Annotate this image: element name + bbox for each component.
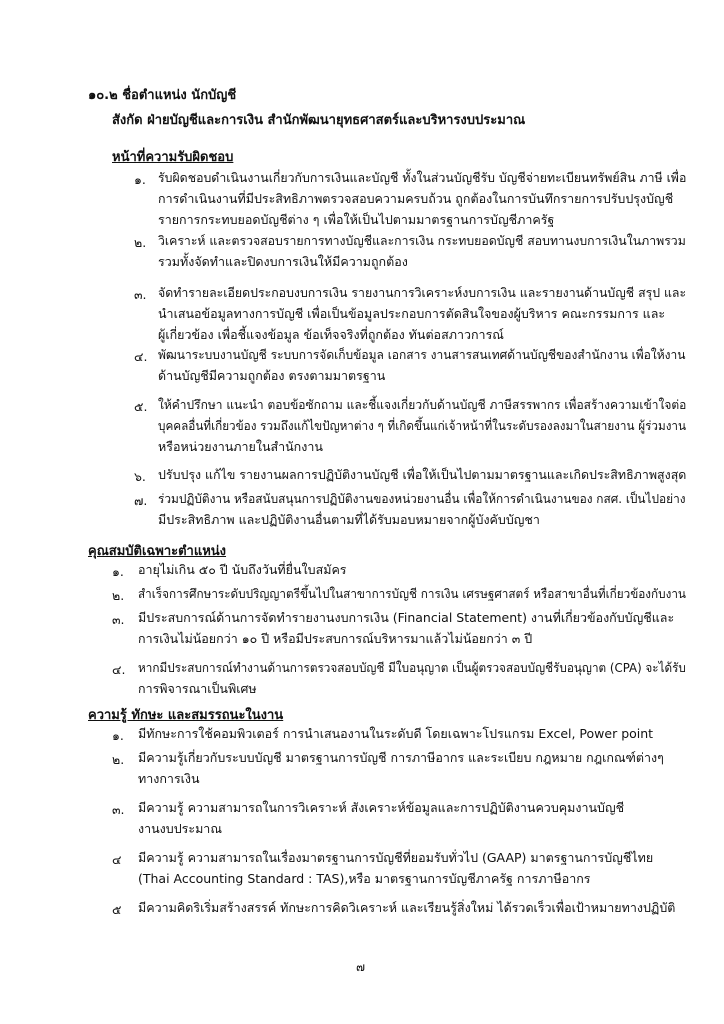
list-item-number: ๑. [134,172,146,187]
list-item-text-line: มีประสบการณ์ด้านการจัดทำรายงานงบการเงิน (Financial Statement) งานที่เกี่ยวข้องกับบัญชีและ [138,610,675,625]
list-item-text-line: รายการกระทบยอดบัญชีต่าง ๆ เพื่อให้เป็นไปตามมาตรฐานการบัญชีภาครัฐ [158,212,555,227]
list-item-text-line: การดำเนินงานที่มีประสิทธิภาพตรวจสอบความครบถ้วน ถูกต้องในการบันทึกรายการปรับปรุงบัญชี [158,191,674,206]
list-item-number: ๒. [112,588,125,603]
list-item-number: ๑. [112,564,124,579]
list-item-text-line: หากมีประสบการณ์ทำงานด้านการตรวจสอบบัญชี มีใบอนุญาต เป็นผู้ตรวจสอบบัญชีรับอนุญาต (CPA) จะได้รับ [138,660,686,675]
responsibilities-title: หน้าที่ความรับผิดชอบ [112,150,234,165]
list-item-text-line: มีความรู้เกี่ยวกับระบบบัญชี มาตรฐานการบัญชี การภาษีอากร และระเบียบ กฎหมาย กฎเกณฑ์ต่างๆ [138,750,664,765]
affiliation-line: สังกัด ฝ่ายบัญชีและการเงิน สำนักพัฒนายุทธศาสตร์และบริหารงบประมาณ [112,113,526,128]
list-item-number: ๖. [134,469,146,484]
page-number: ๗ [356,960,366,974]
position-heading: ๑๐.๒ ชื่อตำแหน่ง นักบัญชี [88,88,237,103]
list-item-text-line: มีความรู้ ความสามารถในการวิเคราะห์ สังเคราะห์ข้อมูลและการปฏิบัติงานควบคุมงานบัญชี [138,800,625,815]
list-item-text-line: บุคคลอื่นที่เกี่ยวข้อง รวมถึงแก้ไขปัญหาต่าง ๆ ที่เกิดขึ้นแก่เจ้าหน้าที่ในระดับรองลงมาในสายงาน ผู้ร่วมงาน [158,418,687,433]
list-item-text-line: ด้านบัญชีมีความถูกต้อง ตรงตามมาตรฐาน [158,368,386,383]
list-item-text-line: พัฒนาระบบงานบัญชี ระบบการจัดเก็บข้อมูล เอกสาร งานสารสนเทศด้านบัญชีของสำนักงาน เพื่อให้งาน [158,347,686,362]
list-item-text-line: ทางการเงิน [138,771,200,786]
list-item-number: ๔ [112,852,122,867]
list-item-number: ๓. [112,612,125,627]
list-item-number: ๒. [112,752,125,767]
list-item-text-line: ผู้เกี่ยวข้อง เพื่อชี้แจงข้อมูล ข้อเท็จจริงที่ถูกต้อง ทันต่อสภาวการณ์ [158,327,504,342]
list-item-number: ๒. [134,235,147,250]
list-item-text-line: จัดทำรายละเอียดประกอบงบการเงิน รายงานการวิเคราะห์งบการเงิน และรายงานด้านบัญชี สรุป และ [158,285,687,300]
list-item-text-line: การพิจารณาเป็นพิเศษ [138,681,257,696]
list-item-text-line: มีทักษะการใช้คอมพิวเตอร์ การนำเสนองานในระดับดี โดยเฉพาะโปรแกรม Excel, Power point [138,726,654,741]
list-item-number: ๗. [134,493,148,508]
list-item-text-line: นำเสนอข้อมูลทางการบัญชี เพื่อเป็นข้อมูลประกอบการตัดสินใจของผู้บริหาร คณะกรรมการ และ [158,306,666,321]
list-item-text-line: อายุไม่เกิน ๕๐ ปี นับถึงวันที่ยื่นใบสมัคร [138,562,347,577]
list-item-text-line: หรือหน่วยงานภายในสำนักงาน [158,439,323,454]
list-item-number: ๔. [134,349,148,364]
list-item-text-line: มีความคิดริเริ่มสร้างสรรค์ ทักษะการคิดวิเคราะห์ และเรียนรู้สิ่งใหม่ ได้รวดเร็วเพื่อเป้าหมายทางปฏิบัติ [138,900,676,915]
list-item-text-line: การเงินไม่น้อยกว่า ๑๐ ปี หรือมีประสบการณ์บริหารมาแล้วไม่น้อยกว่า ๓ ปี [138,631,533,646]
list-item-number: ๓. [134,287,147,302]
list-item-text-line: (Thai Accounting Standard : TAS),หรือ มาตรฐานการบัญชีภาครัฐ การภาษีอากร [138,871,591,886]
list-item-number: ๕ [112,902,122,917]
list-item-text-line: งานงบประมาณ [138,821,222,836]
list-item-text-line: มีความรู้ ความสามารถในเรื่องมาตรฐานการบัญชีที่ยอมรับทั่วไป (GAAP) มาตรฐานการบัญชีไทย [138,850,654,865]
list-item-text-line: มีประสิทธิภาพ และปฏิบัติงานอื่นตามที่ได้รับมอบหมายจากผู้บังคับบัญชา [158,512,540,527]
qualifications-title: คุณสมบัติเฉพาะตำแหน่ง [88,544,227,559]
list-item-number: ๕. [134,399,148,414]
list-item-text-line: รับผิดชอบดำเนินงานเกี่ยวกับการเงินและบัญชี ทั้งในส่วนบัญชีรับ บัญชีจ่ายทะเบียนทรัพย์สิน ภาษี เพื่อ [158,170,687,185]
list-item-number: ๑. [112,728,124,743]
skills-title: ความรู้ ทักษะ และสมรรถนะในงาน [88,708,284,723]
list-item-text-line: ปรับปรุง แก้ไข รายงานผลการปฏิบัติงานบัญชี เพื่อให้เป็นไปตามมาตรฐานและเกิดประสิทธิภาพสูงสุด [158,467,687,482]
list-item-text-line: รวมทั้งจัดทำและปิดงบการเงินให้มีความถูกต้อง [158,254,408,269]
list-item-number: ๔. [112,662,126,677]
list-item-text-line: สำเร็จการศึกษาระดับปริญญาตรีขึ้นไปในสาขาการบัญชี การเงิน เศรษฐศาสตร์ หรือสาขาอื่นที่เกี่ยวข้องกับงาน [138,586,686,601]
list-item-text-line: วิเคราะห์ และตรวจสอบรายการทางบัญชีและการเงิน กระทบยอดบัญชี สอบทานงบการเงินในภาพรวม [158,233,686,248]
list-item-number: ๓. [112,802,125,817]
list-item-text-line: ให้คำปรึกษา แนะนำ ตอบข้อซักถาม และชี้แจงเกี่ยวกับด้านบัญชี ภาษีสรรพากร เพื่อสร้างความเข้าใจต่อ [158,397,687,412]
list-item-text-line: ร่วมปฏิบัติงาน หรือสนับสนุนการปฏิบัติงานของหน่วยงานอื่น เพื่อให้การดำเนินงานของ กสศ. เป็นไปอย่าง [158,491,686,506]
